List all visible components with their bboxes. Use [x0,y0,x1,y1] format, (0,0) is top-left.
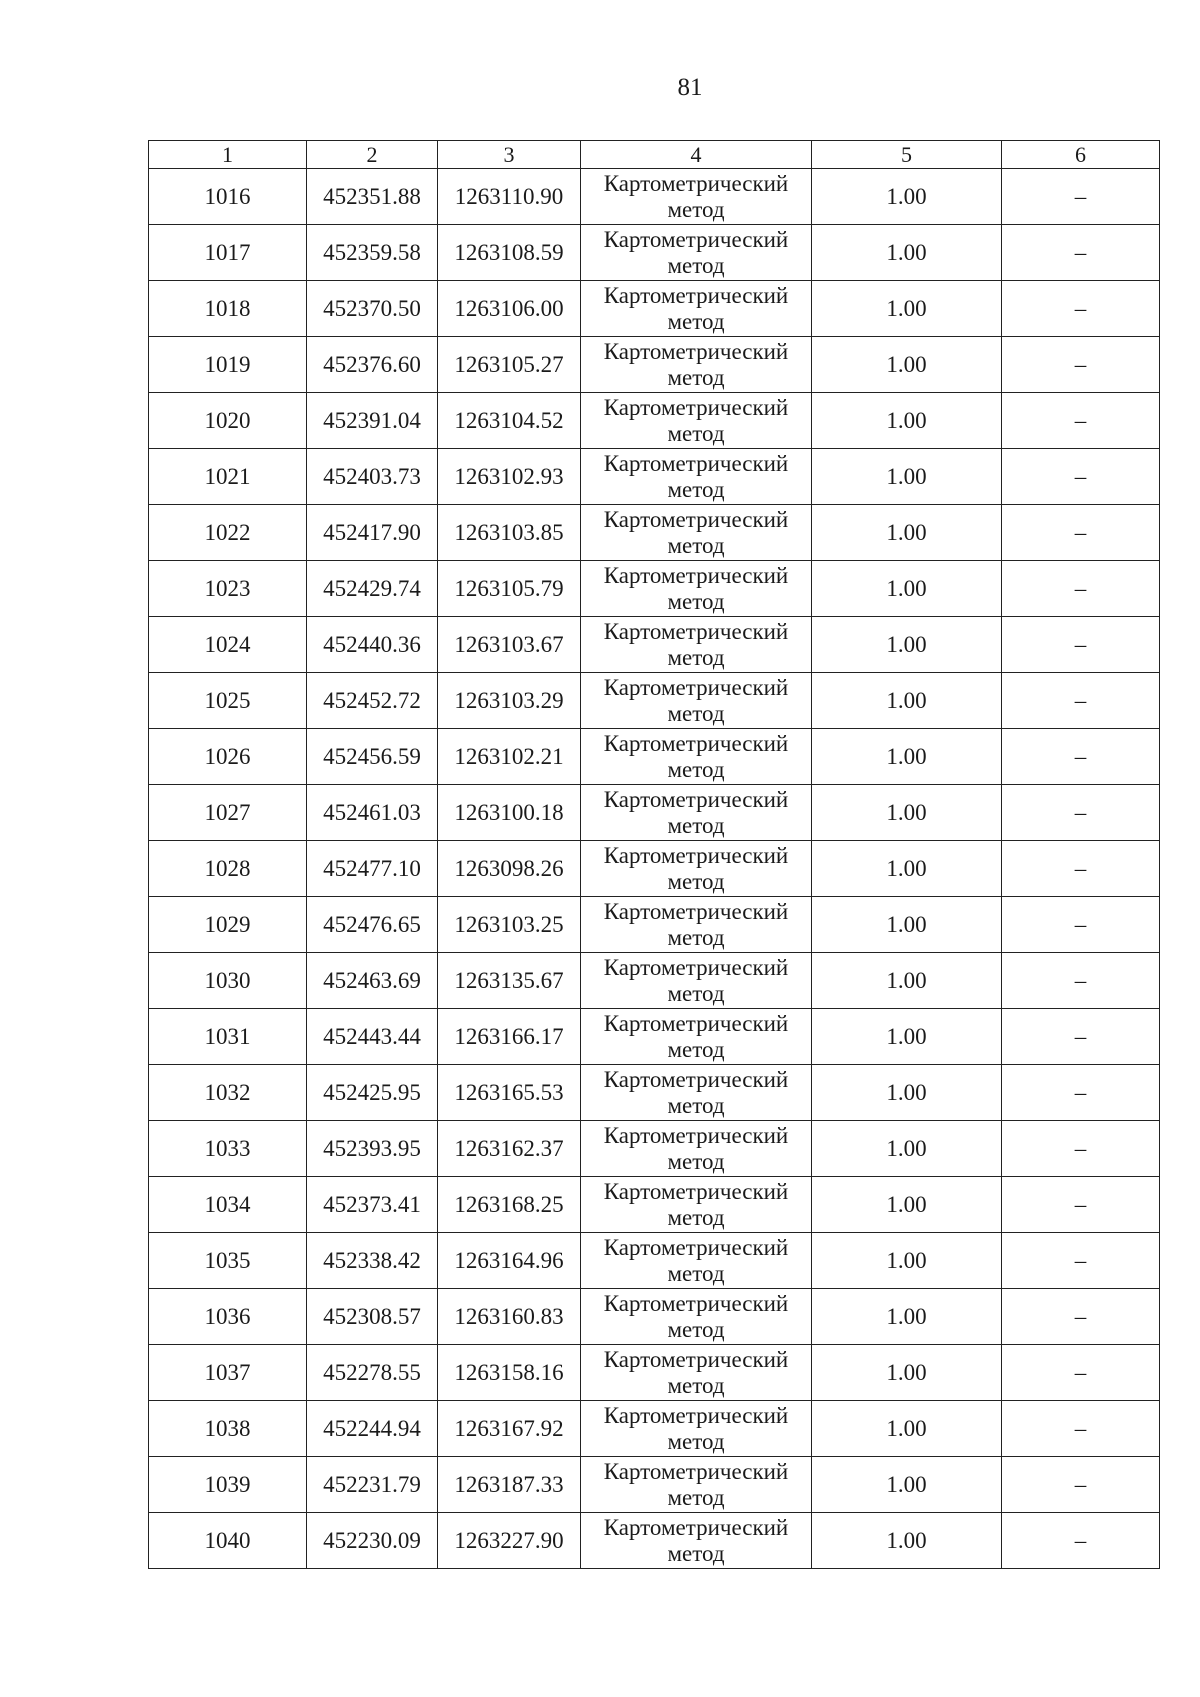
table-row [149,1065,1160,1121]
method-line-1: Картометрический [603,506,789,532]
method-line-1: Картометрический [603,562,789,588]
accuracy-cell: 1.00 [812,897,1002,953]
x-coordinate-cell: 452308.57 [307,1289,438,1345]
method-cell [581,449,812,505]
point-number-cell: 1039 [149,1457,307,1513]
method-line-2: метод [667,1484,725,1510]
accuracy-cell: 1.00 [812,1177,1002,1233]
x-coordinate-cell: 452373.41 [307,1177,438,1233]
method-cell [581,841,812,897]
method-line-1: Картометрический [603,674,789,700]
table-row [149,953,1160,1009]
note-cell: – [1002,1513,1160,1569]
table-row [149,337,1160,393]
table-header [149,141,1160,169]
method-line-1: Картометрический [603,1010,789,1036]
header-row [149,141,1160,169]
note-cell: – [1002,953,1160,1009]
note-cell: – [1002,1177,1160,1233]
accuracy-cell: 1.00 [812,1401,1002,1457]
method-cell [581,1457,812,1513]
point-number-cell: 1018 [149,281,307,337]
y-coordinate-cell: 1263167.92 [438,1401,581,1457]
y-coordinate-cell: 1263106.00 [438,281,581,337]
note-cell: – [1002,561,1160,617]
method-line-1: Картометрический [603,450,789,476]
method-line-1: Картометрический [603,898,789,924]
method-line-2: метод [667,756,725,782]
method-cell [581,1121,812,1177]
table-row [149,1289,1160,1345]
y-coordinate-cell: 1263103.85 [438,505,581,561]
point-number-cell: 1024 [149,617,307,673]
table-row [149,169,1160,225]
method-line-2: метод [667,700,725,726]
method-cell [581,1401,812,1457]
x-coordinate-cell: 452403.73 [307,449,438,505]
method-line-1: Картометрический [603,170,789,196]
y-coordinate-cell: 1263227.90 [438,1513,581,1569]
method-line-2: метод [667,644,725,670]
point-number-cell: 1028 [149,841,307,897]
accuracy-cell: 1.00 [812,393,1002,449]
column-header-3: 3 [438,141,581,169]
method-line-1: Картометрический [603,1122,789,1148]
point-number-cell: 1033 [149,1121,307,1177]
accuracy-cell: 1.00 [812,673,1002,729]
table-row [149,1457,1160,1513]
method-cell [581,281,812,337]
x-coordinate-cell: 452393.95 [307,1121,438,1177]
x-coordinate-cell: 452359.58 [307,225,438,281]
y-coordinate-cell: 1263098.26 [438,841,581,897]
point-number-cell: 1027 [149,785,307,841]
method-line-2: метод [667,308,725,334]
method-line-2: метод [667,868,725,894]
note-cell: – [1002,337,1160,393]
point-number-cell: 1031 [149,1009,307,1065]
y-coordinate-cell: 1263168.25 [438,1177,581,1233]
method-line-1: Картометрический [603,954,789,980]
point-number-cell: 1017 [149,225,307,281]
method-line-1: Картометрический [603,1346,789,1372]
x-coordinate-cell: 452443.44 [307,1009,438,1065]
method-cell [581,785,812,841]
method-line-2: метод [667,1148,725,1174]
accuracy-cell: 1.00 [812,785,1002,841]
method-cell [581,1233,812,1289]
method-line-1: Картометрический [603,842,789,868]
note-cell: – [1002,1121,1160,1177]
method-line-1: Картометрический [603,394,789,420]
accuracy-cell: 1.00 [812,1345,1002,1401]
point-number-cell: 1030 [149,953,307,1009]
method-line-1: Картометрический [603,1066,789,1092]
accuracy-cell: 1.00 [812,1009,1002,1065]
column-header-5: 5 [812,141,1002,169]
y-coordinate-cell: 1263102.21 [438,729,581,785]
method-line-2: метод [667,1036,725,1062]
x-coordinate-cell: 452456.59 [307,729,438,785]
note-cell: – [1002,897,1160,953]
method-cell [581,561,812,617]
note-cell: – [1002,841,1160,897]
note-cell: – [1002,785,1160,841]
method-line-2: метод [667,1372,725,1398]
x-coordinate-cell: 452231.79 [307,1457,438,1513]
note-cell: – [1002,1065,1160,1121]
method-line-2: метод [667,420,725,446]
table-row [149,505,1160,561]
method-cell [581,169,812,225]
method-line-1: Картометрический [603,730,789,756]
y-coordinate-cell: 1263100.18 [438,785,581,841]
method-line-2: метод [667,1204,725,1230]
point-number-cell: 1019 [149,337,307,393]
x-coordinate-cell: 452425.95 [307,1065,438,1121]
point-number-cell: 1035 [149,1233,307,1289]
point-number-cell: 1025 [149,673,307,729]
method-line-2: метод [667,364,725,390]
point-number-cell: 1036 [149,1289,307,1345]
table-row [149,1121,1160,1177]
method-cell [581,617,812,673]
x-coordinate-cell: 452417.90 [307,505,438,561]
accuracy-cell: 1.00 [812,1457,1002,1513]
method-cell [581,729,812,785]
table-body [149,169,1160,1569]
column-header-4: 4 [581,141,812,169]
note-cell: – [1002,1457,1160,1513]
method-line-2: метод [667,1316,725,1342]
method-cell [581,225,812,281]
x-coordinate-cell: 452429.74 [307,561,438,617]
x-coordinate-cell: 452338.42 [307,1233,438,1289]
method-line-2: метод [667,924,725,950]
table-row [149,785,1160,841]
method-line-2: метод [667,252,725,278]
point-number-cell: 1016 [149,169,307,225]
x-coordinate-cell: 452440.36 [307,617,438,673]
table-row [149,897,1160,953]
method-line-1: Картометрический [603,1402,789,1428]
table-row [149,1233,1160,1289]
method-line-1: Картометрический [603,1290,789,1316]
x-coordinate-cell: 452476.65 [307,897,438,953]
note-cell: – [1002,225,1160,281]
note-cell: – [1002,1009,1160,1065]
accuracy-cell: 1.00 [812,169,1002,225]
method-line-1: Картометрический [603,1178,789,1204]
table-row [149,1401,1160,1457]
accuracy-cell: 1.00 [812,841,1002,897]
accuracy-cell: 1.00 [812,337,1002,393]
y-coordinate-cell: 1263108.59 [438,225,581,281]
note-cell: – [1002,729,1160,785]
table-row [149,841,1160,897]
accuracy-cell: 1.00 [812,449,1002,505]
y-coordinate-cell: 1263164.96 [438,1233,581,1289]
method-line-1: Картометрический [603,282,789,308]
method-cell [581,897,812,953]
table-row [149,617,1160,673]
point-number-cell: 1037 [149,1345,307,1401]
accuracy-cell: 1.00 [812,617,1002,673]
table-row [149,225,1160,281]
table-row [149,1177,1160,1233]
x-coordinate-cell: 452278.55 [307,1345,438,1401]
y-coordinate-cell: 1263162.37 [438,1121,581,1177]
method-line-2: метод [667,476,725,502]
y-coordinate-cell: 1263105.79 [438,561,581,617]
note-cell: – [1002,169,1160,225]
method-line-2: метод [667,1260,725,1286]
note-cell: – [1002,393,1160,449]
x-coordinate-cell: 452461.03 [307,785,438,841]
accuracy-cell: 1.00 [812,729,1002,785]
method-line-1: Картометрический [603,338,789,364]
accuracy-cell: 1.00 [812,281,1002,337]
accuracy-cell: 1.00 [812,1513,1002,1569]
table-row [149,673,1160,729]
page-number: 81 [677,74,703,101]
point-number-cell: 1021 [149,449,307,505]
method-line-2: метод [667,588,725,614]
method-cell [581,1065,812,1121]
x-coordinate-cell: 452351.88 [307,169,438,225]
method-cell [581,1289,812,1345]
table-row [149,393,1160,449]
accuracy-cell: 1.00 [812,1289,1002,1345]
point-number-cell: 1020 [149,393,307,449]
x-coordinate-cell: 452391.04 [307,393,438,449]
point-number-cell: 1022 [149,505,307,561]
y-coordinate-cell: 1263135.67 [438,953,581,1009]
y-coordinate-cell: 1263103.29 [438,673,581,729]
method-line-1: Картометрический [603,618,789,644]
method-line-1: Картометрический [603,1234,789,1260]
method-line-2: метод [667,196,725,222]
table-row [149,729,1160,785]
accuracy-cell: 1.00 [812,561,1002,617]
accuracy-cell: 1.00 [812,505,1002,561]
table-row [149,1345,1160,1401]
method-cell [581,1009,812,1065]
x-coordinate-cell: 452244.94 [307,1401,438,1457]
table-row [149,1009,1160,1065]
note-cell: – [1002,449,1160,505]
method-cell [581,393,812,449]
accuracy-cell: 1.00 [812,1065,1002,1121]
x-coordinate-cell: 452370.50 [307,281,438,337]
method-line-2: метод [667,1540,725,1566]
method-cell [581,1345,812,1401]
y-coordinate-cell: 1263105.27 [438,337,581,393]
method-line-2: метод [667,1092,725,1118]
point-number-cell: 1034 [149,1177,307,1233]
y-coordinate-cell: 1263160.83 [438,1289,581,1345]
x-coordinate-cell: 452230.09 [307,1513,438,1569]
point-number-cell: 1038 [149,1401,307,1457]
note-cell: – [1002,281,1160,337]
method-cell [581,953,812,1009]
method-line-1: Картометрический [603,786,789,812]
method-line-1: Картометрический [603,1458,789,1484]
x-coordinate-cell: 452376.60 [307,337,438,393]
y-coordinate-cell: 1263110.90 [438,169,581,225]
note-cell: – [1002,505,1160,561]
column-header-2: 2 [307,141,438,169]
table-row [149,561,1160,617]
method-line-2: метод [667,980,725,1006]
point-number-cell: 1026 [149,729,307,785]
table-row [149,1513,1160,1569]
point-number-cell: 1032 [149,1065,307,1121]
y-coordinate-cell: 1263158.16 [438,1345,581,1401]
note-cell: – [1002,1345,1160,1401]
y-coordinate-cell: 1263102.93 [438,449,581,505]
point-number-cell: 1029 [149,897,307,953]
method-cell [581,673,812,729]
y-coordinate-cell: 1263165.53 [438,1065,581,1121]
x-coordinate-cell: 452452.72 [307,673,438,729]
y-coordinate-cell: 1263187.33 [438,1457,581,1513]
y-coordinate-cell: 1263103.25 [438,897,581,953]
note-cell: – [1002,1401,1160,1457]
note-cell: – [1002,1233,1160,1289]
y-coordinate-cell: 1263104.52 [438,393,581,449]
y-coordinate-cell: 1263103.67 [438,617,581,673]
x-coordinate-cell: 452477.10 [307,841,438,897]
accuracy-cell: 1.00 [812,953,1002,1009]
coordinates-table [148,140,1160,1569]
point-number-cell: 1023 [149,561,307,617]
table-row [149,281,1160,337]
method-line-1: Картометрический [603,226,789,252]
note-cell: – [1002,673,1160,729]
method-cell [581,1513,812,1569]
column-header-1: 1 [149,141,307,169]
y-coordinate-cell: 1263166.17 [438,1009,581,1065]
method-line-2: метод [667,1428,725,1454]
column-header-6: 6 [1002,141,1160,169]
x-coordinate-cell: 452463.69 [307,953,438,1009]
accuracy-cell: 1.00 [812,1233,1002,1289]
method-line-2: метод [667,812,725,838]
method-line-1: Картометрический [603,1514,789,1540]
note-cell: – [1002,617,1160,673]
note-cell: – [1002,1289,1160,1345]
point-number-cell: 1040 [149,1513,307,1569]
method-line-2: метод [667,532,725,558]
accuracy-cell: 1.00 [812,225,1002,281]
table-row [149,449,1160,505]
accuracy-cell: 1.00 [812,1121,1002,1177]
method-cell [581,337,812,393]
method-cell [581,505,812,561]
method-cell [581,1177,812,1233]
